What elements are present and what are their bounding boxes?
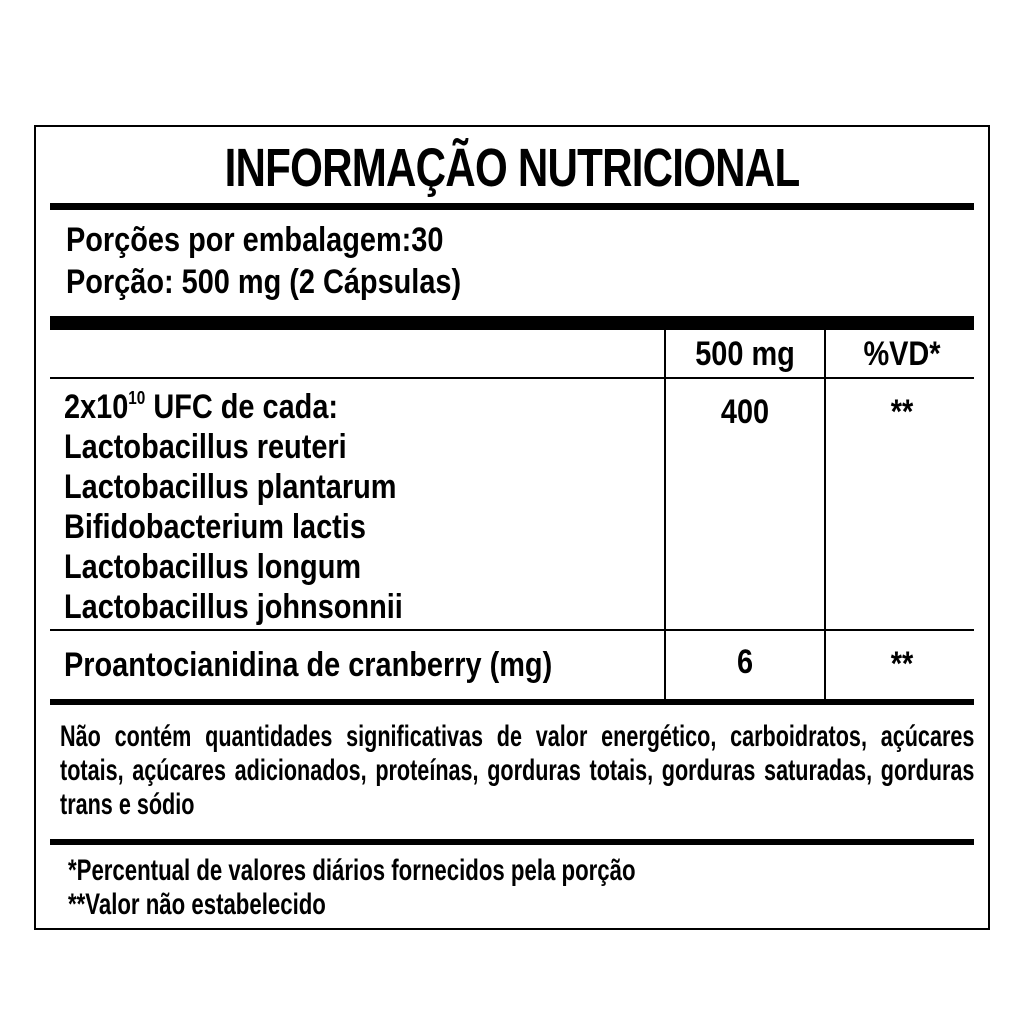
servings-per-package: Porções por embalagem:30 [66, 221, 444, 259]
strain-3: Bifidobacterium lactis [64, 508, 366, 546]
row-divider [50, 629, 974, 631]
probiotic-dv: ** [890, 393, 914, 431]
divider-thick-2 [50, 316, 974, 330]
column-divider-2 [824, 330, 826, 700]
not-significant-note: Não contém quantidades significativas de valor energético, carboidratos, açúcares totais, açúcares adicionados, proteínas, gorduras totais, gorduras saturadas, gorduras trans e sódio [60, 720, 975, 821]
cranberry-dv: ** [890, 645, 914, 683]
strain-5: Lactobacillus johnsonnii [64, 588, 403, 626]
strain-4: Lactobacillus longum [64, 548, 362, 586]
header-divider [50, 377, 974, 379]
divider-thick-3 [50, 699, 974, 705]
nutrition-facts-panel [34, 125, 990, 930]
footnote-not-established: **Valor não estabelecido [68, 888, 326, 921]
strain-2: Lactobacillus plantarum [64, 468, 397, 506]
probiotic-heading: $2x10^{10}$ UFC de cada: [64, 388, 339, 426]
cranberry-label: Proantocianidina de cranberry (mg) [64, 646, 553, 684]
header-daily-value: %VD* [863, 335, 941, 373]
serving-size: Porção: 500 mg (2 Cápsulas) [66, 263, 462, 301]
cranberry-amount: 6 [736, 643, 754, 681]
column-divider-1 [664, 330, 666, 700]
footnote-daily-values: *Percentual de valores diários fornecidos pela porção [68, 854, 636, 887]
probiotic-amount: 400 [720, 393, 770, 431]
divider-thick-4 [50, 839, 974, 845]
header-amount: 500 mg [695, 335, 795, 373]
strain-1: Lactobacillus reuteri [64, 428, 347, 466]
serving-info [66, 219, 461, 303]
panel-title: INFORMAÇÃO NUTRICIONAL [224, 138, 800, 198]
probiotic-block [64, 387, 403, 627]
divider-thick-1 [50, 203, 974, 210]
